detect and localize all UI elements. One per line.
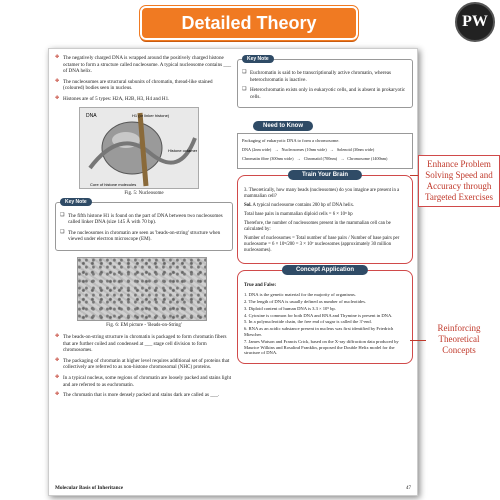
callout-connector — [410, 340, 426, 341]
paragraph: ✥ The beads-on-string structure in chromatin is packaged to form chromatin fibers that are further coiled and condensed at ___ stage cell division to form chromosomes. — [55, 333, 227, 354]
book-page — [48, 48, 418, 496]
square-bullet-icon: ❑ — [242, 70, 247, 75]
list-item: 1. DNA is the genetic material for the majority of organisms. — [244, 292, 356, 298]
train-your-brain-title: Train Your Brain — [288, 170, 362, 180]
square-bullet-icon: ❑ — [242, 87, 247, 93]
concept-application-box — [237, 267, 413, 364]
list-item: 6. RNA as an acidic substance present in nucleus was first identified by Friedrich Miescher. — [244, 326, 394, 337]
bullet-icon: ✥ — [55, 374, 60, 380]
key-note-box — [55, 198, 233, 251]
list-item: 5. In a polynucleotide chain, the free end of sugar is called the 3'-end. — [244, 319, 372, 325]
octamer-label: Histone octamer — [168, 147, 198, 153]
concept-application-title: Concept Application — [282, 265, 368, 275]
bullet-icon: ✥ — [55, 333, 60, 339]
page-number: 47 — [406, 486, 411, 491]
core-label: Core of histone molecules — [90, 181, 137, 187]
right-column — [237, 55, 413, 370]
banner-title: Detailed Theory — [181, 12, 317, 33]
nucleosome-figure — [79, 107, 199, 189]
dna-label: DNA — [86, 112, 97, 119]
key-note-tag: Key Note — [242, 55, 274, 63]
paragraph: ✥ The nucleosomes are structural subunits of chromatin, thread-like stained (coloured) bodies seen in nucleus. — [55, 78, 213, 92]
paragraph: ✥ The packaging of chromatin at higher level requires additional set of proteins that collectively are referred to as non-histone chromosomal (NHC) proteins. — [55, 357, 230, 371]
note-item: ❑ The fifth histone H1 is found on the part of DNA between two nucleosomes called linker DNA (size 145 Å with 70 bp). — [60, 212, 223, 226]
h1-label: H1 (or linker histone) — [132, 112, 170, 118]
bullet-icon: ✥ — [55, 55, 60, 60]
callout-problem-solving: Enhance Problem Solving Speed and Accuracy through Targeted Exercises — [418, 155, 500, 207]
chapter-footer: Molecular Basis of Inheritance — [55, 485, 124, 491]
ntk-intro: Packaging of eukaryotic DNA to form a chromosome. — [242, 138, 340, 144]
list-item: 2. The length of DNA is usually defined as number of nucleotides. — [244, 298, 367, 304]
paragraph: ✥ Histones are of 5 types: H2A, H2B, H3, H4 and H1. — [55, 95, 170, 102]
bullet-icon: ✥ — [55, 357, 60, 363]
packaging-chain-1: DNA (2nm wide) → Nucleosomes (10nm wide) → Solenoid (30nm wide) — [242, 146, 375, 152]
key-note-tag: Key Note — [60, 198, 92, 206]
need-to-know-title: Need to Know — [253, 121, 313, 131]
question: 3. Theoretically, how many beads (nucleosomes) do you imagine are present in a mammalian cell? — [244, 188, 400, 200]
title-banner — [140, 6, 358, 40]
packaging-chain-2: Chromatin fibre (300nm wide) → Chromatid (700nm) → Chromosome (1400nm) — [242, 155, 388, 161]
left-column — [55, 55, 233, 403]
figure-caption: Fig. 6: EM picture - 'Beads-on-String' — [106, 322, 182, 328]
paragraph: ✥ In a typical nucleus, some regions of chromatin are loosely packed and stains light and are referred to as euchromatin. — [55, 374, 232, 388]
arrow-icon: → — [274, 146, 279, 152]
note-item: ❑ Heterochromatin exists only in eukaryotic cells, and is absent in prokaryotic cells. — [242, 87, 406, 100]
figure-caption: Fig. 5: Nucleosome — [124, 190, 164, 196]
note-item: ❑ The nucleosomes in chromatin are seen as 'beads-on-string' structure when viewed under electron microscope (EM). — [60, 229, 221, 243]
paragraph: ✥ The negatively charged DNA is wrapped around the positively charged histone octamer to form a structure called nucleosome. A typical nucleosome contains ___ of DNA helix. — [55, 55, 232, 75]
arrow-icon: → — [329, 146, 334, 152]
need-to-know-box — [237, 133, 413, 169]
train-your-brain-box: Train Your Brain 3. Theoretically, how many beads (nucleosomes) do you imagine are present in a mammalian cell? Sol. A typical nucleosome contains 200 bp of DNA helix. Total base pairs in mammalian diploid cells = 6 × 10⁹ bp Therefore, the number of nucleosomes present in the mammalian cell can be calculated by: Number of nucleosomes = Total number of base pairs / Number of base pairs per nucleosome = 6 × 10⁹/200 = 3 × 10⁷ nucleosomes (approximately 30 million nucleosomes). — [237, 175, 413, 264]
ca-heading: True and False: — [244, 283, 277, 289]
logo-text: PW — [462, 13, 488, 30]
arrow-icon: → — [340, 155, 345, 161]
bullet-icon: ✥ — [55, 392, 60, 398]
list-item: 4. Cytosine is common for both DNA and RNA and Thymine is present in DNA. — [244, 312, 393, 318]
key-note-box — [237, 56, 413, 108]
square-bullet-icon: ❑ — [60, 229, 65, 235]
list-item: 7. James Watson and Francis Crick, based on the X-ray diffraction data produced by Maurice Wilkins and Rosalind Franklin, proposed the Double Helix model for the structure of DNA. — [244, 338, 399, 356]
paragraph: ✥ The chromatin that is more densely packed and stains dark are called as ___. — [55, 392, 220, 399]
note-item: ❑ Euchromatin is said to be transcriptionally active chromatin, whereas heterochromatin is inactive. — [242, 70, 392, 83]
solution: Sol. A typical nucleosome contains 200 bp of DNA helix. — [244, 203, 355, 209]
bullet-icon: ✥ — [55, 95, 60, 101]
pw-logo — [455, 2, 495, 42]
list-item: 3. Diploid content of human DNA is 3.3 × 10⁹ bp. — [244, 305, 336, 311]
nucleosome-illustration — [80, 108, 199, 189]
bullet-icon: ✥ — [55, 78, 60, 84]
square-bullet-icon: ❑ — [60, 212, 65, 218]
callout-theoretical-concepts: Reinforcing Theoretical Concepts — [426, 320, 492, 359]
em-beads-image — [77, 257, 207, 321]
arrow-icon: → — [296, 155, 301, 161]
